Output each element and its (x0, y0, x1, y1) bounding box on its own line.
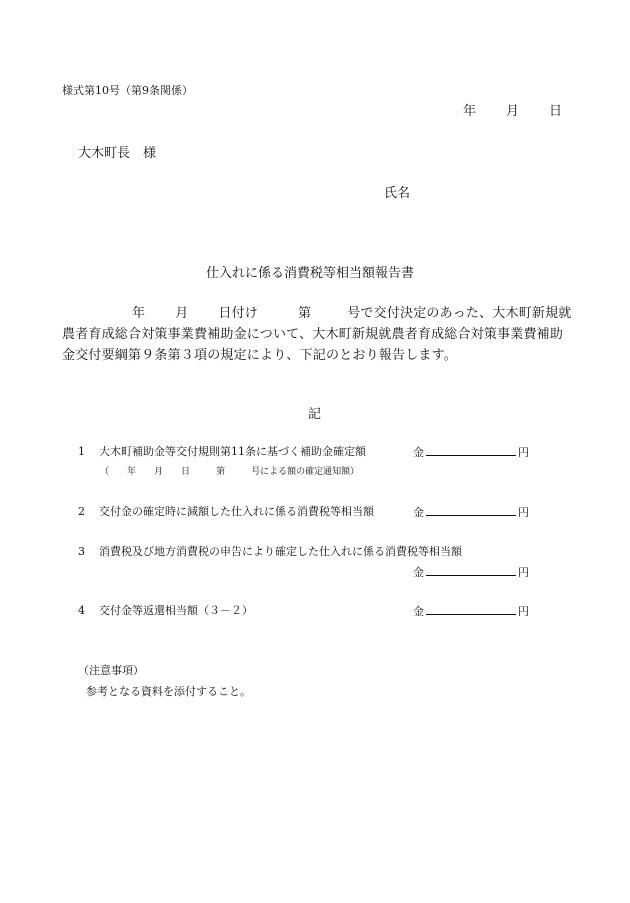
amount-prefix: 金 (413, 506, 424, 519)
sub-month-label: 月 (154, 467, 164, 477)
body-line-1-rest: 号で交付決定のあった、大木町新規就 (347, 306, 572, 321)
item-2 (78, 503, 374, 519)
item-label: 消費税及び地方消費税の申告により確定した仕入れに係る消費税等相当額 (99, 545, 462, 558)
sub-year-label: 年 (127, 467, 137, 477)
amount-blank-line (426, 503, 516, 516)
amount-prefix: 金 (413, 605, 424, 618)
notes-text: 参考となる資料を添付すること。 (86, 685, 251, 698)
amount-blank-line (426, 602, 516, 615)
amount-suffix: 円 (518, 446, 529, 459)
body-year-label: 年 (132, 306, 146, 321)
body-line-2: 農者育成総合対策事業費補助金について、大木町新規就農者育成総合対策事業費補助 (62, 327, 564, 342)
amount-suffix: 円 (518, 605, 529, 618)
name-label: 氏名 (384, 186, 411, 201)
item-number: 3 (78, 545, 85, 558)
item-label: 大木町補助金等交付規則第11条に基づく補助金確定額 (99, 445, 366, 458)
amount-blank-line (426, 563, 516, 576)
amount-blank-line (426, 443, 516, 456)
date-line (463, 100, 562, 119)
item-1-sub (100, 464, 359, 477)
body-day-label: 日付け (218, 306, 259, 321)
amount-suffix: 円 (518, 506, 529, 519)
sub-rest: 号による額の確定通知額） (251, 467, 360, 477)
body-line-1 (62, 302, 572, 321)
sub-dai-label: 第 (216, 467, 226, 477)
amount-prefix: 金 (413, 446, 424, 459)
item-1 (78, 443, 366, 459)
item-2-amount (413, 503, 529, 520)
body-line-3: 金交付要綱第９条第３項の規定により、下記のとおり報告します。 (62, 348, 457, 363)
item-3-amount (413, 563, 529, 580)
item-number: 4 (78, 604, 85, 617)
item-4-amount (413, 602, 529, 619)
sub-day-label: 日 (181, 467, 191, 477)
date-day-label: 日 (549, 104, 563, 119)
body-month-label: 月 (175, 306, 189, 321)
item-label: 交付金の確定時に減額した仕入れに係る消費税等相当額 (99, 505, 374, 518)
date-year-label: 年 (463, 104, 477, 119)
addressee: 大木町長 様 (78, 146, 157, 161)
item-3 (78, 543, 462, 559)
item-number: 1 (78, 445, 85, 458)
amount-suffix: 円 (518, 566, 529, 579)
sub-open-paren: （ (100, 467, 110, 477)
item-4 (78, 602, 253, 618)
document-title: 仕入れに係る消費税等相当額報告書 (206, 266, 415, 281)
amount-prefix: 金 (413, 566, 424, 579)
body-dai-label: 第 (298, 306, 312, 321)
item-1-amount (413, 443, 529, 460)
date-month-label: 月 (506, 104, 520, 119)
notes-heading: （注意事項） (78, 664, 144, 677)
form-number: 様式第10号（第9条関係） (62, 84, 193, 97)
ki-label: 記 (308, 407, 322, 422)
item-number: 2 (78, 505, 85, 518)
item-label: 交付金等返還相当額（３－２） (99, 604, 253, 617)
